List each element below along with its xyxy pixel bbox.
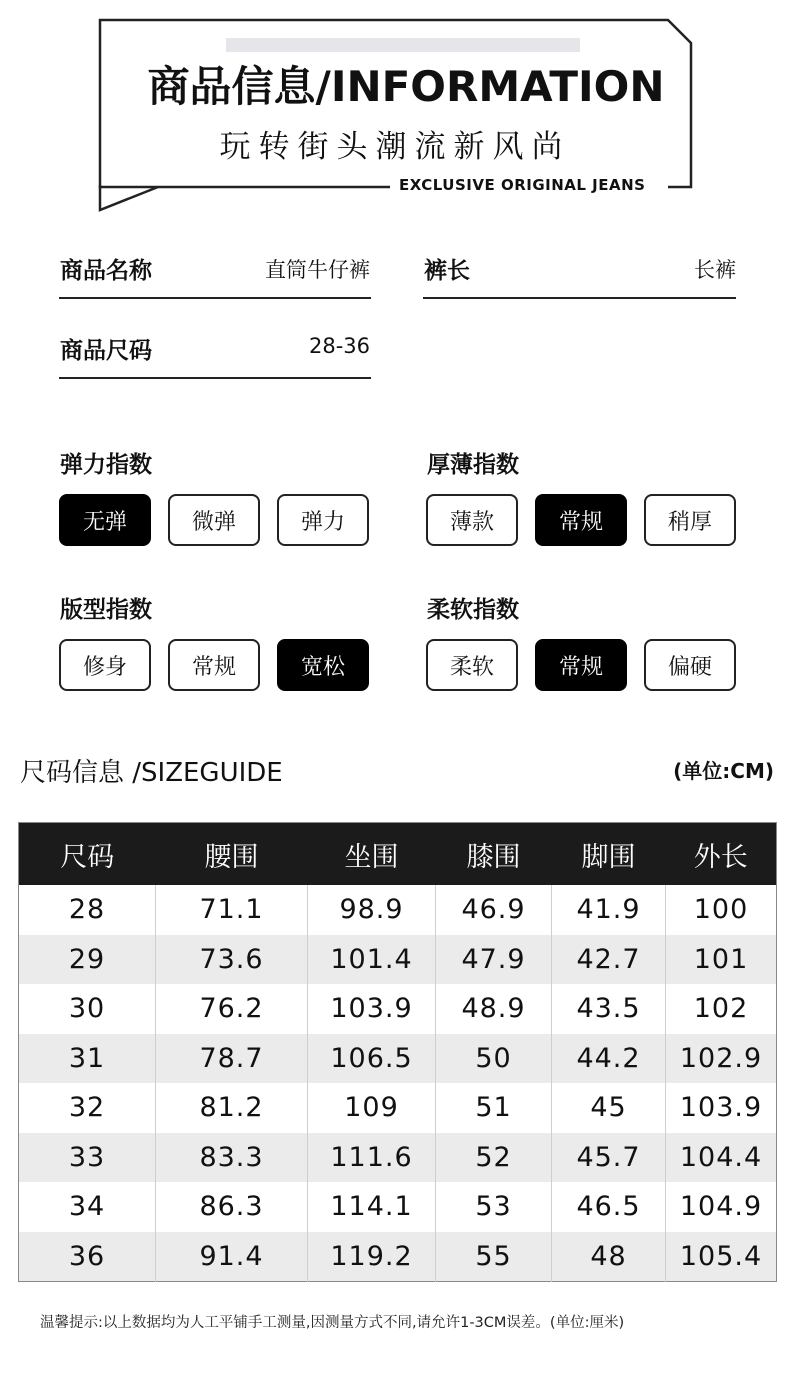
table-cell: 42.7: [552, 935, 666, 985]
table-cell: 53: [436, 1182, 552, 1232]
product-size-value: 28-36: [308, 334, 370, 358]
table-cell: 29: [19, 935, 156, 985]
size-table-header: [19, 823, 777, 886]
measurement-note: 温馨提示:以上数据均为人工平铺手工测量,因测量方式不同,请允许1-3CM误差。(单位:厘米): [40, 1315, 625, 1331]
table-cell: 103.9: [666, 1083, 777, 1133]
table-cell: 101: [666, 935, 777, 985]
table-row: [19, 984, 777, 1034]
table-cell: 47.9: [436, 935, 552, 985]
thickness-title: 厚薄指数: [427, 452, 519, 478]
softness-option-soft[interactable]: 柔软: [426, 639, 518, 691]
product-size-label: 商品尺码: [60, 338, 152, 364]
column-header-hip: 坐围: [308, 823, 436, 886]
elasticity-option-stretch[interactable]: 弹力: [277, 494, 369, 546]
table-cell: 48: [552, 1232, 666, 1282]
softness-option-hard[interactable]: 偏硬: [644, 639, 736, 691]
fit-option-regular[interactable]: 常规: [168, 639, 260, 691]
table-cell: 104.4: [666, 1133, 777, 1183]
table-cell: 30: [19, 984, 156, 1034]
table-cell: 51: [436, 1083, 552, 1133]
table-cell: 86.3: [156, 1182, 308, 1232]
size-guide-title: 尺码信息 /SIZEGUIDE: [20, 758, 283, 788]
table-cell: 44.2: [552, 1034, 666, 1084]
table-cell: 76.2: [156, 984, 308, 1034]
table-cell: 52: [436, 1133, 552, 1183]
elasticity-option-none[interactable]: 无弹: [59, 494, 151, 546]
fit-option-loose[interactable]: 宽松: [277, 639, 369, 691]
table-row: [19, 1083, 777, 1133]
column-header-length: 外长: [666, 823, 777, 886]
table-cell: 50: [436, 1034, 552, 1084]
page-title: 商品信息/INFORMATION: [147, 62, 665, 111]
table-cell: 33: [19, 1133, 156, 1183]
softness-option-regular[interactable]: 常规: [535, 639, 627, 691]
table-cell: 45: [552, 1083, 666, 1133]
table-cell: 101.4: [308, 935, 436, 985]
column-header-waist: 腰围: [156, 823, 308, 886]
column-header-size: 尺码: [19, 823, 156, 886]
table-cell: 46.9: [436, 885, 552, 935]
table-cell: 98.9: [308, 885, 436, 935]
fit-title: 版型指数: [60, 597, 152, 623]
table-cell: 46.5: [552, 1182, 666, 1232]
thickness-option-thin[interactable]: 薄款: [426, 494, 518, 546]
column-header-hem: 脚围: [552, 823, 666, 886]
divider: [423, 297, 736, 299]
table-cell: 34: [19, 1182, 156, 1232]
table-row: [19, 885, 777, 935]
table-row: [19, 1182, 777, 1232]
table-cell: 41.9: [552, 885, 666, 935]
table-cell: 105.4: [666, 1232, 777, 1282]
table-cell: 114.1: [308, 1182, 436, 1232]
header-tagline: EXCLUSIVE ORIGINAL JEANS: [396, 176, 648, 194]
table-cell: 106.5: [308, 1034, 436, 1084]
table-cell: 100: [666, 885, 777, 935]
column-header-knee: 膝围: [436, 823, 552, 886]
table-cell: 45.7: [552, 1133, 666, 1183]
length-label: 裤长: [424, 258, 470, 284]
thickness-option-regular[interactable]: 常规: [535, 494, 627, 546]
table-cell: 102.9: [666, 1034, 777, 1084]
size-guide-unit: (单位:CM): [673, 759, 774, 783]
table-row: [19, 1133, 777, 1183]
table-cell: 102: [666, 984, 777, 1034]
fit-option-slim[interactable]: 修身: [59, 639, 151, 691]
header-highlight-bar: [226, 38, 580, 52]
length-value: 长裤: [694, 258, 736, 282]
softness-title: 柔软指数: [427, 597, 519, 623]
table-cell: 31: [19, 1034, 156, 1084]
table-cell: 83.3: [156, 1133, 308, 1183]
table-cell: 78.7: [156, 1034, 308, 1084]
table-row: [19, 1232, 777, 1282]
page-subtitle: 玩转街头潮流新风尚: [219, 129, 571, 165]
table-cell: 48.9: [436, 984, 552, 1034]
table-row: [19, 935, 777, 985]
table-cell: 36: [19, 1232, 156, 1282]
table-cell: 55: [436, 1232, 552, 1282]
divider: [59, 377, 371, 379]
table-cell: 28: [19, 885, 156, 935]
product-name-value: 直筒牛仔裤: [265, 258, 370, 282]
size-table: [18, 822, 777, 1282]
table-cell: 43.5: [552, 984, 666, 1034]
table-cell: 73.6: [156, 935, 308, 985]
table-cell: 103.9: [308, 984, 436, 1034]
table-cell: 81.2: [156, 1083, 308, 1133]
table-row: [19, 1034, 777, 1084]
thickness-option-thick[interactable]: 稍厚: [644, 494, 736, 546]
product-name-label: 商品名称: [60, 258, 152, 284]
header-frame: [0, 0, 790, 230]
table-cell: 32: [19, 1083, 156, 1133]
table-cell: 109: [308, 1083, 436, 1133]
elasticity-title: 弹力指数: [60, 452, 152, 478]
table-cell: 119.2: [308, 1232, 436, 1282]
divider: [59, 297, 371, 299]
table-cell: 71.1: [156, 885, 308, 935]
elasticity-option-slight[interactable]: 微弹: [168, 494, 260, 546]
table-cell: 104.9: [666, 1182, 777, 1232]
table-cell: 111.6: [308, 1133, 436, 1183]
table-cell: 91.4: [156, 1232, 308, 1282]
